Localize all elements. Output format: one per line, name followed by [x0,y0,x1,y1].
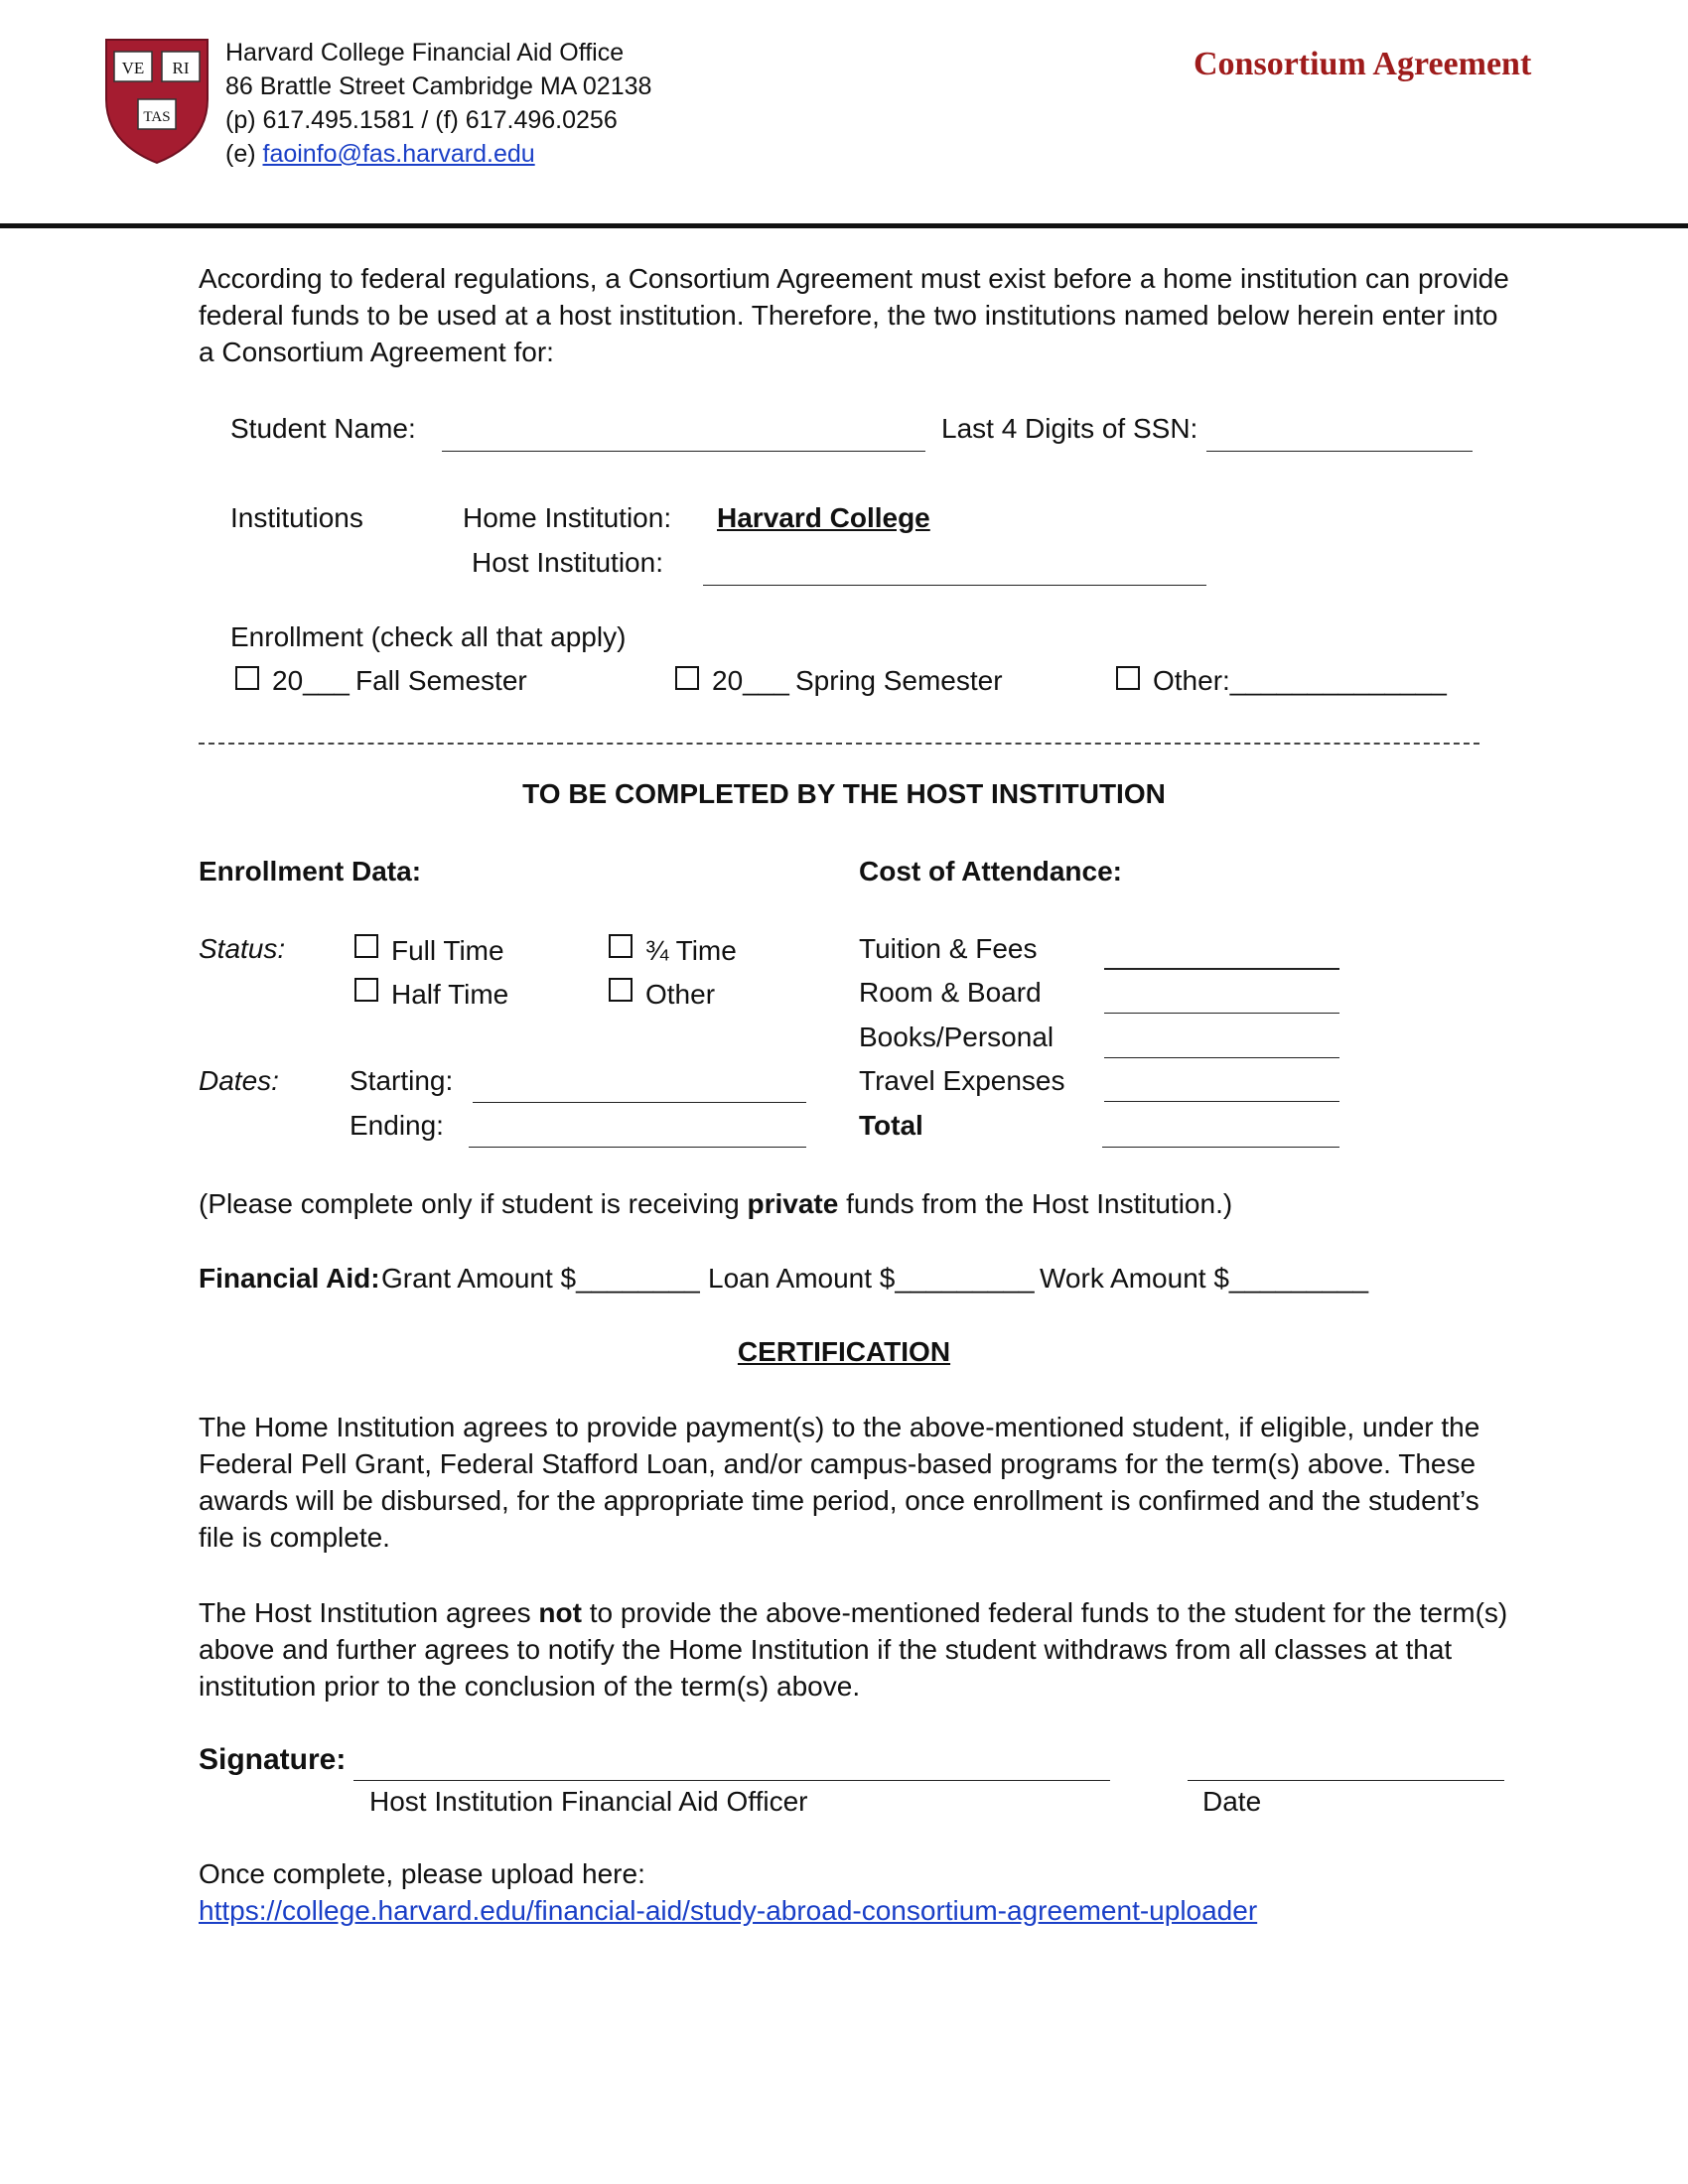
shield-letters-ri: RI [172,59,190,77]
email-prefix: (e) [225,140,263,168]
half-time-label: Half Time [391,979,509,1010]
other-status-checkbox[interactable] [609,978,633,1002]
officer-caption: Host Institution Financial Aid Officer [369,1786,808,1817]
office-email-row [225,137,651,171]
travel-expenses-label: Travel Expenses [859,1065,1065,1096]
fall-year-field[interactable]: 20___ [272,665,350,696]
half-time-checkbox[interactable] [354,978,378,1002]
intro-paragraph: According to federal regulations, a Consortium Agreement must exist before a home institution can provide federal funds to be used at a host institution. Therefore, the two institutions named below herein enter into a Consortium Agreement for: [199,263,1509,367]
upload-link[interactable]: https://college.harvard.edu/financial-aid/study-abroad-consortium-agreement-uploader [199,1895,1258,1926]
signature-field[interactable] [353,1780,1110,1781]
room-board-label: Room & Board [859,977,1042,1008]
cert-para2-bold: not [538,1597,582,1628]
ssn-label: Last 4 Digits of SSN: [941,413,1198,444]
host-institution-label: Host Institution: [472,547,663,578]
financial-aid-label: Financial Aid: [199,1263,380,1294]
full-time-checkbox[interactable] [354,934,378,958]
section-divider [199,743,1479,745]
books-personal-label: Books/Personal [859,1022,1055,1052]
certification-heading: CERTIFICATION [737,1336,951,1367]
starting-date-field[interactable] [473,1102,806,1103]
private-note-after: funds from the Host Institution.) [838,1188,1233,1219]
loan-amount-field[interactable]: Loan Amount $_________ [708,1263,1035,1294]
other-term-field[interactable]: Other:______________ [1153,665,1447,696]
fall-semester-label: Fall Semester [355,665,527,696]
work-amount-field[interactable]: Work Amount $_________ [1040,1263,1369,1294]
host-institution-field[interactable] [703,585,1206,586]
private-funds-note [199,1188,1232,1220]
full-time-label: Full Time [391,935,504,966]
shield-letters-ve: VE [121,59,145,77]
date-field[interactable] [1188,1780,1504,1781]
home-institution-value: Harvard College [717,502,930,533]
harvard-shield-logo [102,38,211,165]
three-quarter-time-label: ¾ Time [645,935,737,966]
student-name-field[interactable] [442,451,925,452]
grant-amount-field[interactable]: Grant Amount $________ [381,1263,700,1294]
total-field[interactable] [1102,1147,1339,1148]
cert-para2-after: to provide the above-mentioned federal funds to the student for the term(s) above and further agrees to notify the Home Institution if the student withdraws from all classes at that institution prior to the conclusion of the term(s) above. [199,1597,1516,1702]
cost-of-attendance-label: Cost of Attendance: [859,856,1122,887]
status-label: Status: [199,933,286,964]
office-name: Harvard College Financial Aid Office [225,39,625,67]
signature-label: Signature: [199,1743,347,1776]
tuition-fees-field[interactable] [1104,968,1339,970]
cert-para2-before: The Host Institution agrees [199,1597,539,1628]
other-status-label: Other [645,979,716,1010]
ending-label: Ending: [350,1110,444,1141]
home-institution-label: Home Institution: [463,502,672,533]
fall-semester-checkbox[interactable] [235,666,259,690]
private-note-before: (Please complete only if student is receiving [199,1188,748,1219]
document-title: Consortium Agreement [1194,46,1532,82]
private-note-bold: private [747,1188,839,1219]
ending-date-field[interactable] [469,1147,806,1148]
institutions-label: Institutions [230,502,363,533]
spring-semester-label: Spring Semester [795,665,1003,696]
upload-instruction: Once complete, please upload here: [199,1858,645,1889]
shield-letters-tas: TAS [143,109,171,125]
tuition-fees-label: Tuition & Fees [859,933,1038,964]
enrollment-data-label: Enrollment Data: [199,856,422,887]
starting-label: Starting: [350,1065,454,1096]
office-address: 86 Brattle Street Cambridge MA 02138 [225,72,652,100]
office-contact-block [225,36,651,171]
enrollment-label: Enrollment (check all that apply) [230,621,627,652]
date-caption: Date [1202,1786,1262,1817]
office-phone-fax: (p) 617.495.1581 / (f) 617.496.0256 [225,106,618,134]
dates-label: Dates: [199,1065,279,1096]
student-name-label: Student Name: [230,413,416,444]
total-label: Total [859,1110,923,1141]
host-section-heading: TO BE COMPLETED BY THE HOST INSTITUTION [522,778,1166,809]
spring-semester-checkbox[interactable] [675,666,699,690]
spring-year-field[interactable]: 20___ [712,665,789,696]
ssn-field[interactable] [1206,451,1473,452]
email-link[interactable]: faoinfo@fas.harvard.edu [262,140,535,168]
header-divider [0,223,1688,228]
three-quarter-time-checkbox[interactable] [609,934,633,958]
certification-paragraph-1: The Home Institution agrees to provide payment(s) to the above-mentioned student, if eligible, under the Federal Pell Grant, Federal Stafford Loan, and/or campus-based programs for the term(s) above. These awards will be disbursed, for the appropriate time period, once enrollment is confirmed and the student’s file is complete. [199,1412,1480,1553]
room-board-field[interactable] [1104,1013,1339,1014]
books-personal-field[interactable] [1104,1057,1339,1058]
certification-paragraph-2 [199,1594,1516,1705]
other-term-checkbox[interactable] [1116,666,1140,690]
travel-expenses-field[interactable] [1104,1101,1339,1102]
